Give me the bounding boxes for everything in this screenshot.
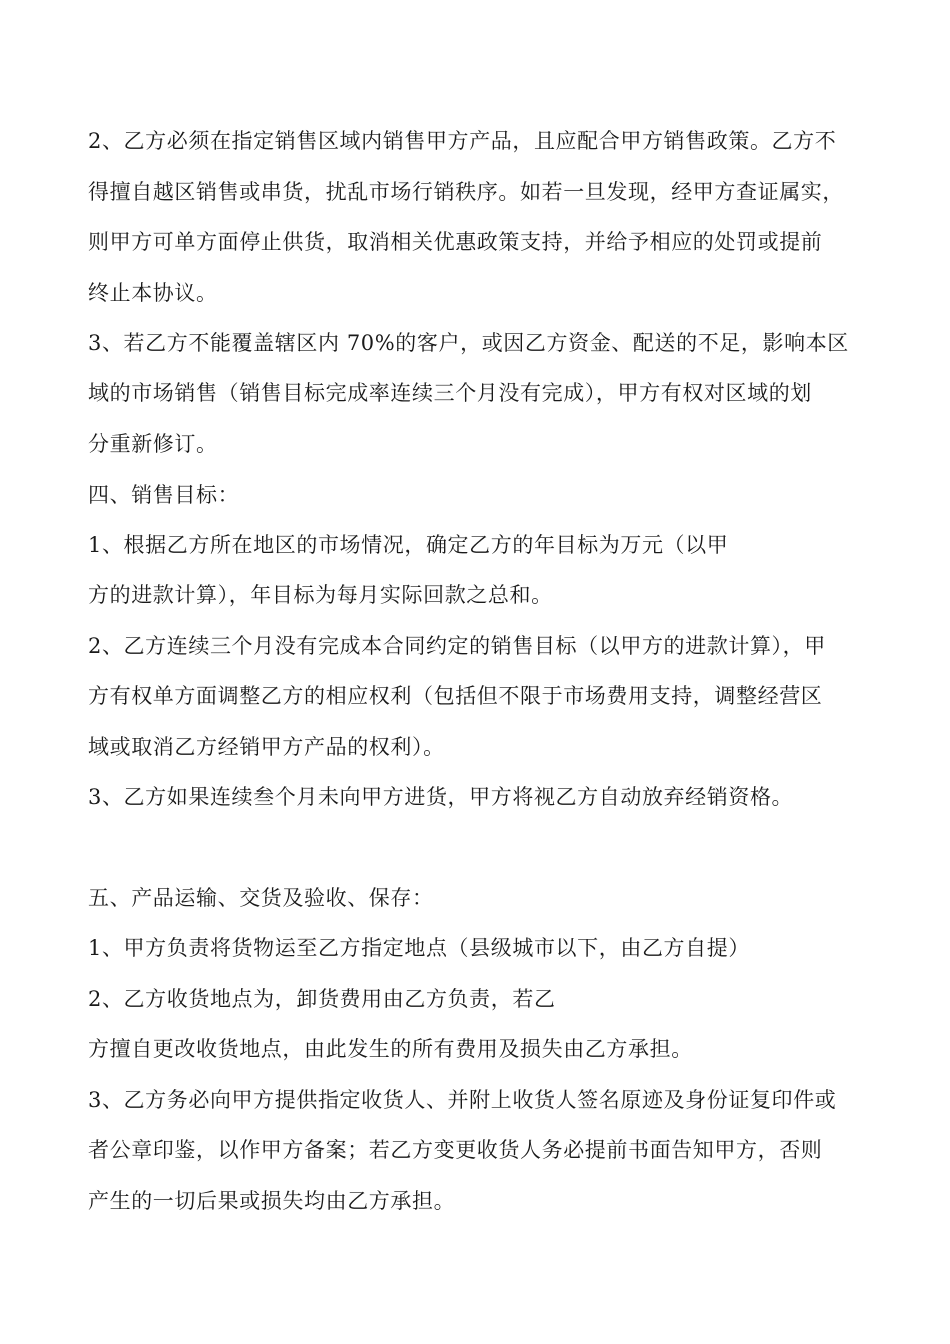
text-line: 域或取消乙方经销甲方产品的权利）。 — [88, 735, 445, 759]
text-line: 得擅自越区销售或串货，扰乱市场行销秩序。如若一旦发现，经甲方查证属实， — [88, 180, 844, 204]
text-line: 3、乙方务必向甲方提供指定收货人、并附上收货人签名原迹及身份证复印件或 — [88, 1088, 837, 1112]
text-line: 分重新修订。 — [88, 432, 218, 456]
text-line: 者公章印鉴，以作甲方备案；若乙方变更收货人务必提前书面告知甲方，否则 — [88, 1138, 823, 1162]
text-line: 3、乙方如果连续叁个月未向甲方进货，甲方将视乙方自动放弃经销资格。 — [88, 785, 794, 809]
text-line: 3、若乙方不能覆盖辖区内 70%的客户，或因乙方资金、配送的不足，影响本区 — [88, 331, 849, 355]
text-line: 方有权单方面调整乙方的相应权利（包括但不限于市场费用支持，调整经营区 — [88, 684, 823, 708]
text-line: 产生的一切后果或损失均由乙方承担。 — [88, 1189, 456, 1213]
section-heading: 四、销售目标： — [88, 483, 240, 507]
text-line: 2、乙方收货地点为，卸货费用由乙方负责，若乙 — [88, 987, 556, 1011]
text-line: 则甲方可单方面停止供货，取消相关优惠政策支持，并给予相应的处罚或提前 — [88, 230, 823, 254]
text-line: 方的进款计算），年目标为每月实际回款之总和。 — [88, 583, 553, 607]
text-line: 1、甲方负责将货物运至乙方指定地点（县级城市以下，由乙方自提） — [88, 936, 750, 960]
text-line: 1、根据乙方所在地区的市场情况，确定乙方的年目标为万元（以甲 — [88, 533, 729, 557]
text-line: 方擅自更改收货地点，由此发生的所有费用及损失由乙方承担。 — [88, 1037, 693, 1061]
text-line: 2、乙方必须在指定销售区域内销售甲方产品，且应配合甲方销售政策。乙方不 — [88, 129, 837, 153]
text-line: 2、乙方连续三个月没有完成本合同约定的销售目标（以甲方的进款计算），甲 — [88, 634, 826, 658]
text-line: 终止本协议。 — [88, 281, 218, 305]
section-heading: 五、产品运输、交货及验收、保存： — [88, 886, 434, 910]
text-line: 域的市场销售（销售目标完成率连续三个月没有完成），甲方有权对区域的划 — [88, 381, 812, 405]
